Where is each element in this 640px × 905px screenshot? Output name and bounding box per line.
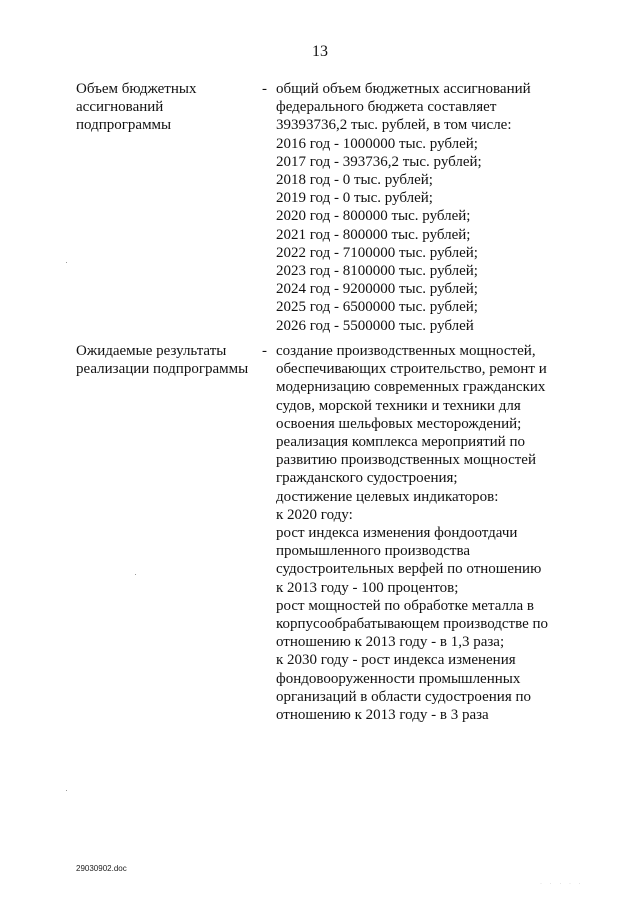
results-line: освоения шельфовых месторождений; (276, 415, 522, 432)
budget-year-line: 2026 год - 5500000 тыс. рублей (276, 317, 474, 334)
results-line: отношению к 2013 году - в 3 раза (276, 707, 489, 724)
budget-year-line: 2025 год - 6500000 тыс. рублей; (276, 299, 478, 316)
budget-year-line: 2016 год - 1000000 тыс. рублей; (276, 135, 478, 152)
results-line: реализация комплекса мероприятий по (276, 434, 525, 451)
budget-line: федерального бюджета составляет (276, 99, 497, 116)
results-line: рост индекса изменения фондоотдачи (276, 525, 518, 542)
budget-year-line: 2024 год - 9200000 тыс. рублей; (276, 281, 478, 298)
page-number: 13 (312, 43, 328, 60)
results-line: к 2020 году: (276, 506, 353, 523)
results-content (276, 342, 576, 724)
budget-year-line: 2021 год - 800000 тыс. рублей; (276, 226, 471, 243)
results-dash: - (262, 343, 267, 359)
scan-speck (66, 262, 67, 263)
budget-year-line: 2018 год - 0 тыс. рублей; (276, 172, 433, 189)
budget-year-line: 2020 год - 800000 тыс. рублей; (276, 208, 471, 225)
results-line: развитию производственных мощностей (276, 452, 536, 469)
results-line: фондовооруженности промышленных (276, 670, 521, 687)
budget-year-line: 2019 год - 0 тыс. рублей; (276, 190, 433, 207)
results-line: к 2013 году - 100 процентов; (276, 579, 459, 596)
results-line: рост мощностей по обработке металла в (276, 597, 534, 614)
results-line: судов, морской техники и техники для (276, 397, 521, 414)
results-line: обеспечивающих строительство, ремонт и (276, 361, 547, 378)
budget-label (76, 80, 256, 135)
results-label-line: Ожидаемые результаты (76, 343, 227, 359)
budget-year-line: 2022 год - 7100000 тыс. рублей; (276, 244, 478, 261)
results-line: создание производственных мощностей, (276, 343, 536, 359)
results-line: корпусообрабатывающем производстве по (276, 616, 549, 633)
results-line: модернизацию современных гражданских (276, 379, 546, 396)
results-line: отношению к 2013 году - в 1,3 раза; (276, 634, 505, 651)
results-line: организаций в области судостроения по (276, 688, 531, 705)
budget-year-line: 2017 год - 393736,2 тыс. рублей; (276, 153, 482, 170)
budget-label-line: Объем бюджетных (76, 81, 197, 97)
results-label-line: реализации подпрограммы (76, 361, 249, 378)
footer-filename: 29030902.doc (76, 864, 127, 873)
scan-speck (135, 574, 136, 575)
results-label (76, 342, 256, 378)
budget-content (276, 80, 576, 335)
budget-label-line: ассигнований (76, 99, 164, 116)
results-line: судостроительных верфей по отношению (276, 561, 542, 578)
budget-year-line: 2023 год - 8100000 тыс. рублей; (276, 263, 478, 280)
results-line: промышленного производства (276, 543, 471, 560)
results-line: гражданского судостроения; (276, 470, 458, 487)
scan-speck (66, 790, 67, 791)
scan-noise-dots: · · · · · (540, 881, 584, 887)
budget-label-line: подпрограммы (76, 117, 172, 134)
budget-dash: - (262, 81, 267, 97)
budget-line: общий объем бюджетных ассигнований (276, 81, 531, 97)
results-line: достижение целевых индикаторов: (276, 488, 499, 505)
results-line: к 2030 году - рост индекса изменения (276, 652, 516, 669)
budget-line: 39393736,2 тыс. рублей, в том числе: (276, 117, 512, 134)
